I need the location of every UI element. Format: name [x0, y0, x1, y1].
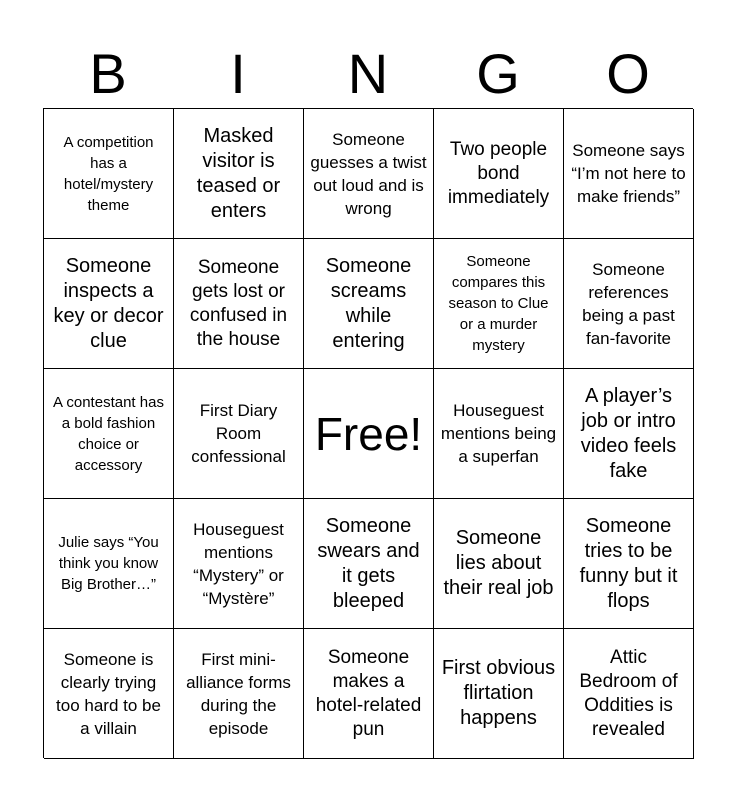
header-letter-o: O — [606, 42, 650, 105]
bingo-cell-r5c5[interactable] — [564, 629, 694, 759]
cell-text: A contestant has a bold fashion choice or accessory — [53, 393, 164, 474]
cell-text: First obvious flirtation happens — [441, 657, 556, 729]
cell-text: Someone lies about their real job — [443, 527, 554, 599]
free-space-text: Free! — [314, 407, 423, 460]
cell-text: Someone guesses a twist out loud and is wrong — [310, 129, 427, 218]
bingo-cell-r4c3[interactable] — [304, 499, 434, 629]
bingo-cell-r2c5[interactable] — [564, 239, 694, 369]
cell-text: First Diary Room confessional — [191, 401, 286, 466]
cell-text: Houseguest mentions “Mystery” or “Mystère” — [193, 519, 284, 608]
header-letter-n: N — [347, 42, 389, 105]
bingo-cell-r3c4[interactable] — [434, 369, 564, 499]
bingo-cell-r5c3[interactable] — [304, 629, 434, 759]
cell-text: First mini-alliance forms during the episode — [186, 649, 291, 738]
cell-text: Someone screams while entering — [325, 254, 412, 352]
cell-text: Someone says “I’m not here to make friends” — [571, 141, 686, 206]
bingo-cell-r1c4[interactable] — [434, 109, 564, 239]
header-letter-g: G — [476, 42, 520, 105]
bingo-cell-r5c2[interactable] — [174, 629, 304, 759]
bingo-cell-r3c5[interactable] — [564, 369, 694, 499]
bingo-cell-r4c2[interactable] — [174, 499, 304, 629]
cell-text: Houseguest mentions being a superfan — [440, 401, 557, 466]
bingo-cell-r5c1[interactable] — [44, 629, 174, 759]
cell-text: Two people bond immediately — [447, 138, 550, 208]
bingo-cell-free[interactable] — [304, 369, 434, 499]
bingo-cell-r1c1[interactable] — [44, 109, 174, 239]
cell-text: Masked visitor is teased or enters — [196, 124, 281, 222]
cell-text: Someone tries to be funny but it flops — [579, 514, 678, 612]
cell-text: Attic Bedroom of Oddities is revealed — [579, 646, 678, 740]
bingo-cell-r4c1[interactable] — [44, 499, 174, 629]
bingo-cell-r2c3[interactable] — [304, 239, 434, 369]
cell-text: Someone is clearly trying too hard to be a villain — [56, 649, 161, 738]
cell-text: Someone compares this season to Clue or a murder mystery — [448, 253, 549, 354]
cell-text: Someone makes a hotel-related pun — [315, 646, 422, 740]
bingo-cell-r5c4[interactable] — [434, 629, 564, 759]
bingo-cell-r4c4[interactable] — [434, 499, 564, 629]
cell-text: Julie says “You think you know Big Brother…” — [58, 534, 159, 593]
bingo-cell-r4c5[interactable] — [564, 499, 694, 629]
cell-text: A competition has a hotel/mystery theme — [63, 133, 154, 214]
bingo-board — [43, 108, 693, 758]
bingo-header — [43, 40, 693, 108]
cell-text: Someone references being a past fan-favorite — [582, 259, 675, 348]
bingo-cell-r3c1[interactable] — [44, 369, 174, 499]
bingo-cell-r3c2[interactable] — [174, 369, 304, 499]
bingo-cell-r1c2[interactable] — [174, 109, 304, 239]
bingo-cell-r1c5[interactable] — [564, 109, 694, 239]
cell-text: Someone inspects a key or decor clue — [53, 254, 164, 352]
header-letter-b: B — [89, 42, 127, 105]
bingo-cell-r2c2[interactable] — [174, 239, 304, 369]
cell-text: Someone gets lost or confused in the house — [189, 256, 288, 350]
cell-text: Someone swears and it gets bleeped — [317, 514, 420, 612]
header-letter-i: I — [230, 42, 246, 105]
bingo-cell-r1c3[interactable] — [304, 109, 434, 239]
cell-text: A player’s job or intro video feels fake — [580, 384, 677, 482]
bingo-cell-r2c1[interactable] — [44, 239, 174, 369]
bingo-cell-r2c4[interactable] — [434, 239, 564, 369]
